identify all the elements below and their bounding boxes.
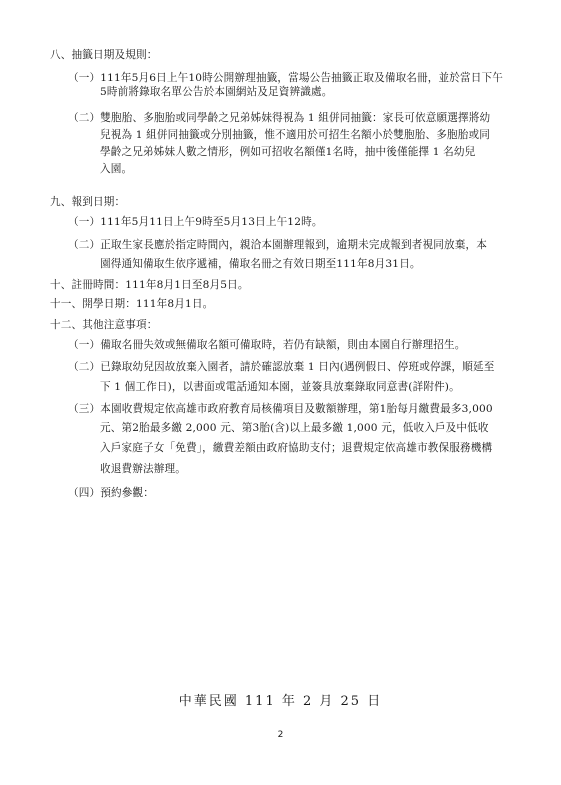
document-date: 中華民國 111 年 2 月 25 日 <box>178 694 383 709</box>
section-9-item-2-line-2: 園得通知備取生依序遞補，備取名冊之有效日期至111年8月31日。 <box>100 258 421 270</box>
section-8-item-2-line-4: 入園。 <box>100 163 133 175</box>
section-12-item-2-line-2: 下 1 個工作日)，以書面或電話通知本園，並簽具放棄錄取同意書(詳附件)。 <box>100 381 460 393</box>
section-12-item-3-line-2: 元、第2胎最多繳 2,000 元、第3胎(含)以上最多繳 1,000 元，低收入戶及中低收 <box>100 422 489 434</box>
section-12-heading: 十二、其他注意事項： <box>50 319 158 331</box>
section-8-item-2-line-3: 學齡之兄弟姊妹人數之情形，例如可招收名額僅1名時，抽中後僅能擇 1 名幼兒 <box>100 146 476 158</box>
section-12-item-2-line-1: （二）已錄取幼兒因故放棄入園者，請於確認放棄 1 日內(遇例假日、停班或停課，順延至 <box>68 361 495 373</box>
section-12-item-3-line-4: 收退費辦法辦理。 <box>100 463 186 475</box>
section-12-item-3-line-1: （三）本園收費規定依高雄市政府教育局核備項目及數額辦理，第1胎每月繳費最多3,000 <box>68 403 493 415</box>
section-8-item-2-line-2: 兒視為 1 組併同抽籤或分別抽籤，惟不適用於可招生名額小於雙胞胎、多胞胎或同 <box>100 129 490 141</box>
section-10: 十、註冊時間：111年8月1日至8月5日。 <box>50 279 249 291</box>
section-12-item-1: （一）備取名冊失效或無備取名額可備取時，若仍有缺額，則由本園自行辦理招生。 <box>68 339 466 351</box>
section-12-item-4: （四）預約參觀： <box>68 487 154 499</box>
section-8-item-2-line-1: （二）雙胞胎、多胞胎或同學齡之兄弟姊妹得視為 1 組併同抽籤：家長可依意願選擇將幼 <box>68 112 491 124</box>
section-9-heading: 九、報到日期： <box>50 196 126 208</box>
section-8-item-1-line-2: 5時前將錄取名單公告於本園網站及足資辨識處。 <box>100 86 333 98</box>
section-8-item-1-line-1: （一）111年5月6日上午10時公開辦理抽籤，當場公告抽籤正取及備取名冊，並於當日下午 <box>68 72 504 84</box>
section-8-heading: 八、抽籤日期及規則： <box>50 49 158 61</box>
section-12-item-3-line-3: 入戶家庭子女「免費」，繳費差額由政府協助支付；退費規定依高雄市教保服務機構 <box>100 442 493 454</box>
section-9-item-2-line-1: （二）正取生家長應於指定時間內，親洽本園辦理報到，逾期未完成報到者視同放棄，本 <box>68 239 488 251</box>
section-9-item-1: （一）111年5月11日上午9時至5月13日上午12時。 <box>68 216 323 228</box>
section-11: 十一、開學日期：111年8月1日。 <box>50 298 214 310</box>
page-number: 2 <box>277 730 284 740</box>
